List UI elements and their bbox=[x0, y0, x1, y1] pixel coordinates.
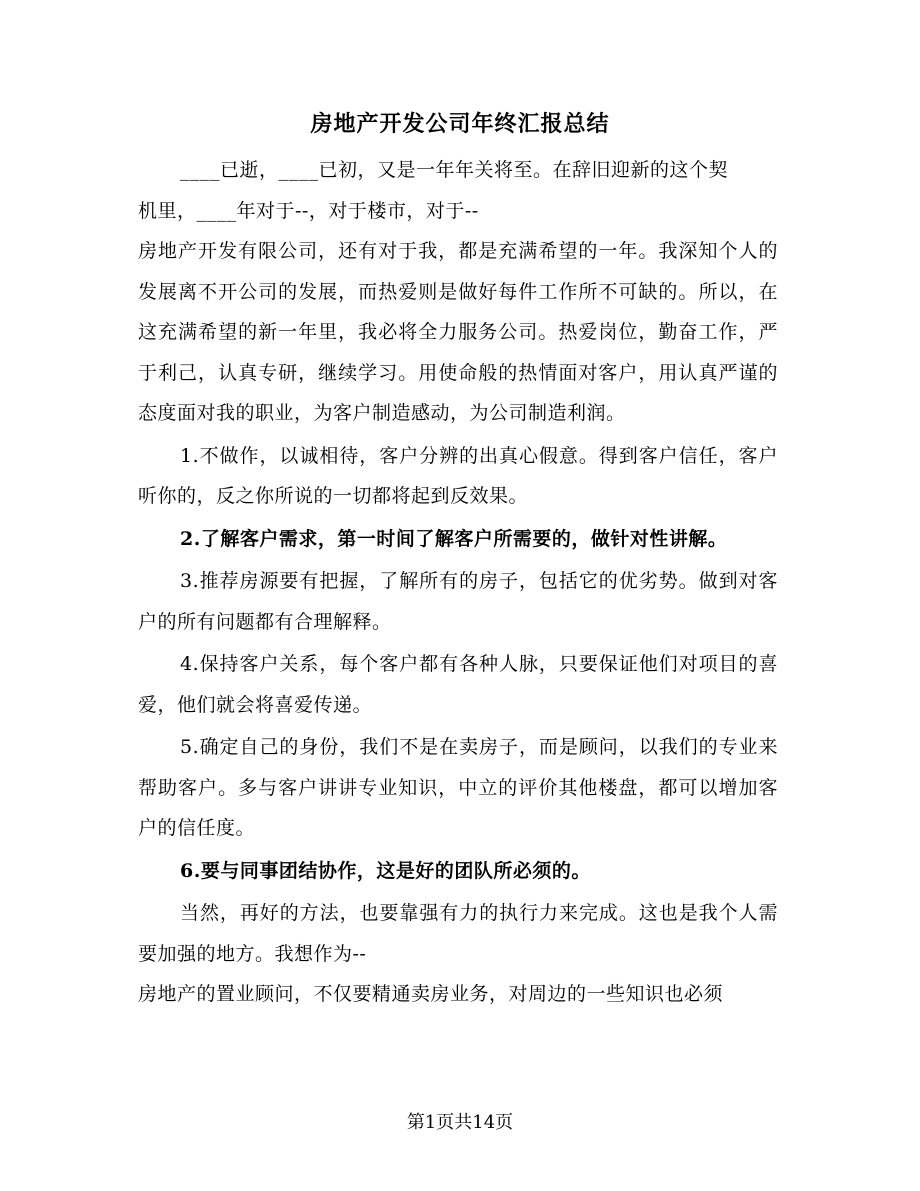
list-item-6: 6.要与同事团结协作，这是好的团队所必须的。 bbox=[180, 859, 591, 882]
page-number-footer: 第1页共14页 bbox=[406, 1112, 514, 1133]
list-item-4: 4.保持客户关系，每个客户都有各种人脉，只要保证他们对项目的喜爱，他们就会将喜爱传递。 bbox=[138, 653, 778, 716]
list-item-2: 2.了解客户需求，第一时间了解客户所需要的，做针对性讲解。 bbox=[180, 527, 728, 550]
closing-paragraph-line2: 房地产的置业顾问，不仅要精通卖房业务，对周边的一些知识也必须 bbox=[138, 983, 724, 1005]
list-item-3: 3.推荐房源要有把握，了解所有的房子，包括它的优劣势。做到对客户的所有问题都有合理解释。 bbox=[138, 570, 778, 633]
list-item-1: 1.不做作，以诚相待，客户分辨的出真心假意。得到客户信任，客户听你的，反之你所说的一切都将起到反效果。 bbox=[138, 444, 778, 507]
list-item-5: 5.确定自己的身份，我们不是在卖房子，而是顾问，以我们的专业来帮助客户。多与客户讲讲专业知识，中立的评价其他楼盘，都可以增加客户的信任度。 bbox=[138, 736, 778, 839]
document-body bbox=[138, 150, 778, 1015]
intro-paragraph-line2: 机里，____年对于--，对于楼市，对于-- bbox=[138, 199, 479, 222]
document-title: 房地产开发公司年终汇报总结 bbox=[310, 111, 610, 137]
intro-paragraph-rest: 房地产开发有限公司，还有对于我，都是充满希望的一年。我深知个人的发展离不开公司的发展，而热爱则是做好每件工作所不可缺的。所以，在这充满希望的新一年里，我必将全力服务公司。热爱岗位，勤奋工作，严于利己，认真专研，继续学习。用使命般的热情面对客户，用认真严谨的态度面对我的职业，为客户制造感动，为公司制造利润。 bbox=[138, 240, 778, 424]
intro-paragraph-line1: ____已逝，____已初，又是一年年关将至。在辞旧迎新的这个契 bbox=[180, 159, 729, 181]
closing-paragraph-line1: 当然，再好的方法，也要靠强有力的执行力来完成。这也是我个人需要加强的地方。我想作为-- bbox=[138, 902, 778, 965]
